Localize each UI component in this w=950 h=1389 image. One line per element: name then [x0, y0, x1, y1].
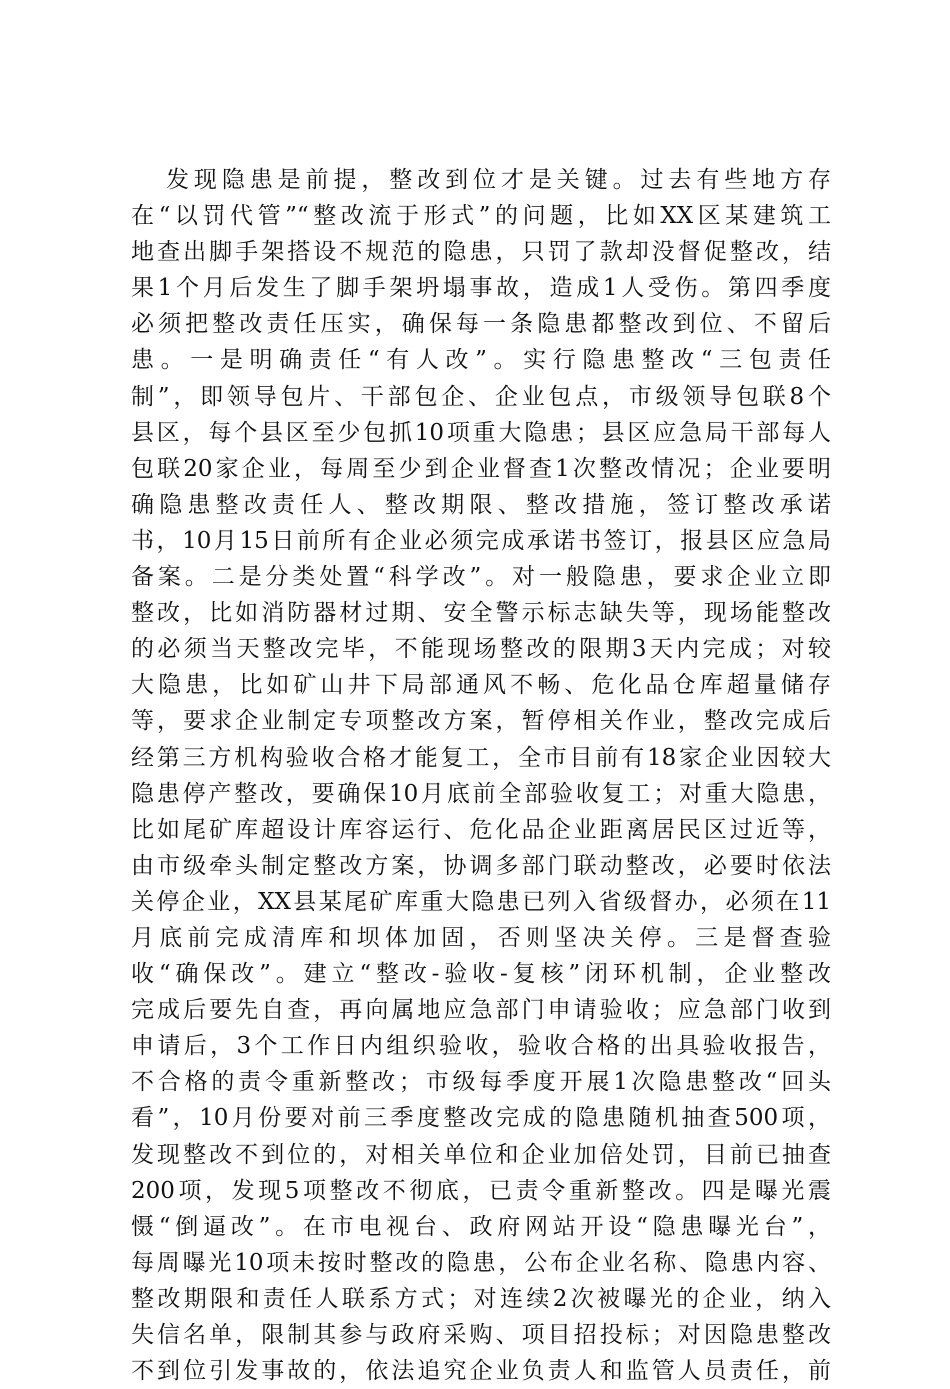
paragraph-line: 隐患停产整改，要确保10月底前全部验收复工；对重大隐患，	[131, 780, 831, 807]
paragraph-line: 整改期限和责任人联系方式；对连续2次被曝光的企业，纳入	[131, 1285, 831, 1312]
paragraph-line: 整改，比如消防器材过期、安全警示标志缺失等，现场能整改	[131, 600, 831, 627]
paragraph-line: 收“确保改”。建立“整改-验收-复核”闭环机制，企业整改	[131, 961, 831, 988]
paragraph-line: 书，10月15日前所有企业必须完成承诺书签订，报县区应急局	[131, 527, 831, 554]
paragraph-line: 发现整改不到位的，对相关单位和企业加倍处罚，目前已抽查	[131, 1141, 831, 1168]
paragraph-line: 慑“倒逼改”。在市电视台、政府网站开设“隐患曝光台”，	[131, 1213, 831, 1240]
paragraph-line: 发现隐患是前提，整改到位才是关键。过去有些地方存	[166, 167, 831, 193]
paragraph-line: 不到位引发事故的，依法追究企业负责人和监管人员责任，前	[131, 1358, 831, 1385]
paragraph-line: 制”，即领导包片、干部包企、企业包点，市级领导包联8个	[131, 383, 831, 410]
paragraph-line: 确隐患整改责任人、整改期限、整改措施，签订整改承诺	[131, 491, 831, 518]
paragraph-line: 每周曝光10项未按时整改的隐患，公布企业名称、隐患内容、	[131, 1249, 831, 1276]
paragraph-line: 的必须当天整改完毕，不能现场整改的限期3天内完成；对较	[131, 636, 831, 663]
paragraph-line: 200项，发现5项整改不彻底，已责令重新整改。四是曝光震	[131, 1177, 831, 1204]
paragraph-line: 关停企业，XX县某尾矿库重大隐患已列入省级督办，必须在11	[131, 888, 831, 915]
paragraph-line: 在“以罚代管”“整改流于形式”的问题，比如XX区某建筑工	[131, 203, 831, 230]
paragraph-line: 不合格的责令重新整改；市级每季度开展1次隐患整改“回头	[131, 1069, 831, 1096]
paragraph-line: 果1个月后发生了脚手架坍塌事故，造成1人受伤。第四季度	[131, 275, 831, 302]
paragraph-line: 月底前完成清库和坝体加固，否则坚决关停。三是督查验	[131, 924, 831, 951]
paragraph-line: 失信名单，限制其参与政府采购、项目招投标；对因隐患整改	[131, 1322, 831, 1348]
paragraph-line: 必须把整改责任压实，确保每一条隐患都整改到位、不留后	[131, 311, 831, 338]
body-paragraph	[131, 162, 831, 1389]
paragraph-line: 大隐患，比如矿山井下局部通风不畅、危化品仓库超量储存	[131, 672, 831, 699]
paragraph-line: 等，要求企业制定专项整改方案，暂停相关作业，整改完成后	[131, 708, 831, 735]
paragraph-line: 县区，每个县区至少包抓10项重大隐患；县区应急局干部每人	[131, 419, 831, 446]
paragraph-line: 包联20家企业，每周至少到企业督查1次整改情况；企业要明	[131, 455, 831, 482]
paragraph-line: 由市级牵头制定整改方案，协调多部门联动整改，必要时依法	[131, 852, 831, 879]
paragraph-line: 地查出脚手架搭设不规范的隐患，只罚了款却没督促整改，结	[131, 239, 831, 266]
paragraph-line: 患。一是明确责任“有人改”。实行隐患整改“三包责任	[131, 347, 831, 374]
paragraph-line: 备案。二是分类处置“科学改”。对一般隐患，要求企业立即	[131, 564, 831, 591]
paragraph-line: 比如尾矿库超设计库容运行、危化品企业距离居民区过近等，	[131, 816, 831, 843]
paragraph-line: 申请后，3个工作日内组织验收，验收合格的出具验收报告，	[131, 1033, 831, 1060]
paragraph-line: 完成后要先自查，再向属地应急部门申请验收；应急部门收到	[131, 997, 831, 1024]
paragraph-line: 经第三方机构验收合格才能复工，全市目前有18家企业因较大	[131, 744, 831, 771]
paragraph-line: 看”，10月份要对前三季度整改完成的隐患随机抽查500项，	[131, 1105, 831, 1132]
